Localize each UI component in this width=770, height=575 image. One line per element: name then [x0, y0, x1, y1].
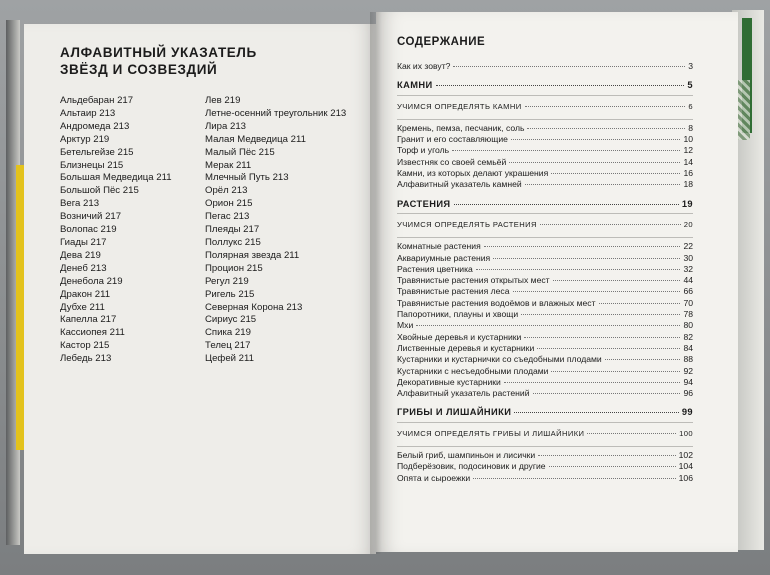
toc-separator	[397, 446, 693, 447]
toc-leader-dots	[549, 466, 676, 467]
index-entry: Денебола 219	[60, 275, 123, 287]
index-entry: Регул 219	[205, 275, 249, 287]
toc-leader-dots	[524, 337, 680, 338]
toc-leader-dots	[540, 224, 681, 225]
toc-entry	[397, 298, 693, 309]
index-entry: Дубхе 211	[60, 301, 105, 313]
toc-leader-dots	[484, 246, 681, 247]
index-entry: Волопас 219	[60, 224, 117, 236]
toc-page-number: 100	[679, 428, 693, 438]
index-entry: Цефей 211	[205, 353, 254, 365]
index-entry: Дракон 211	[60, 288, 111, 300]
toc-leader-dots	[511, 139, 681, 140]
toc-entry	[397, 61, 693, 72]
index-entry: Спика 219	[205, 327, 251, 339]
index-entry: Полярная звезда 211	[205, 249, 300, 261]
toc-entry	[397, 354, 693, 365]
index-column-1	[60, 95, 172, 366]
toc-entry-title: Кустарники с несъедобными плодами	[397, 365, 549, 376]
toc-leader-dots	[473, 478, 675, 479]
toc-entry	[397, 461, 693, 472]
toc-separator	[397, 95, 693, 96]
toc-page-number: 12	[683, 145, 693, 156]
toc-entry-title: Травянистые растения открытых мест	[397, 275, 550, 286]
toc-entry-title: Гранит и его составляющие	[397, 134, 508, 145]
index-entry: Близнецы 215	[60, 159, 124, 171]
toc-subheading	[397, 220, 693, 231]
toc-entries	[397, 61, 693, 484]
toc-entry-title: Алфавитный указатель растений	[397, 388, 530, 399]
index-entry: Капелла 217	[60, 314, 117, 326]
index-entry: Дева 219	[60, 249, 101, 261]
index-entry: Вега 213	[60, 198, 100, 210]
toc-leader-dots	[533, 393, 681, 394]
toc-entry	[397, 134, 693, 145]
toc-entry	[397, 264, 693, 275]
toc-entry	[397, 309, 693, 320]
toc-entry	[397, 343, 693, 354]
toc-separator	[397, 422, 693, 423]
toc-subheading	[397, 429, 693, 440]
index-entry: Денеб 213	[60, 262, 107, 274]
toc-entry	[397, 377, 693, 388]
index-column-2	[205, 95, 346, 366]
toc-page-number: 16	[683, 168, 693, 179]
toc-page-number: 6	[688, 101, 693, 111]
index-entry: Альтаир 213	[60, 107, 116, 119]
toc-page-number: 32	[683, 263, 693, 274]
toc-entry-title: УЧИМСЯ ОПРЕДЕЛЯТЬ РАСТЕНИЯ	[397, 219, 537, 229]
index-entry: Возничий 217	[60, 211, 122, 223]
index-entry: Бетельгейзе 215	[60, 146, 134, 158]
toc-leader-dots	[504, 382, 681, 383]
toc-page-number: 20	[683, 219, 693, 229]
index-entry: Малая Медведица 211	[205, 133, 306, 145]
toc-entry	[397, 168, 693, 179]
toc-page-number: 80	[683, 320, 693, 331]
toc-page-number: 99	[681, 407, 693, 418]
toc-entry-title: Аквариумные растения	[397, 252, 491, 263]
toc-page-number: 78	[683, 309, 693, 320]
toc-entry-title: Кустарники и кустарнички со съедобными плодами	[397, 354, 602, 365]
index-title	[60, 44, 257, 78]
toc-page-number: 5	[687, 80, 693, 91]
toc-entry	[397, 332, 693, 343]
toc-separator	[397, 119, 693, 120]
index-entry: Орёл 213	[205, 185, 248, 197]
toc-leader-dots	[599, 303, 681, 304]
index-entry: Альдебаран 217	[60, 95, 134, 106]
book-spine-shadow	[370, 12, 382, 554]
toc-entry	[397, 286, 693, 297]
toc-separator	[397, 213, 693, 214]
toc-entry-title: Хвойные деревья и кустарники	[397, 331, 522, 342]
index-entry: Арктур 219	[60, 133, 110, 145]
toc-leader-dots	[513, 291, 681, 292]
toc-page-number: 104	[678, 461, 693, 472]
toc-page-number: 8	[688, 122, 693, 133]
toc-entry-title: РАСТЕНИЯ	[397, 198, 451, 209]
toc-entry-title: Алфавитный указатель камней	[397, 179, 522, 190]
toc-entry	[397, 179, 693, 190]
toc-page-number: 70	[683, 297, 693, 308]
toc-section	[397, 199, 693, 210]
index-entry: Гиады 217	[60, 236, 107, 248]
toc-page-number: 106	[678, 472, 693, 483]
index-entry: Лира 213	[205, 120, 246, 132]
toc-leader-dots	[537, 348, 680, 349]
index-entry: Телец 217	[205, 340, 251, 352]
toc-entry-title: Подберёзовик, подосиновик и другие	[397, 461, 546, 472]
toc-entry-title: Торф и уголь	[397, 145, 450, 156]
toc-leader-dots	[416, 325, 680, 326]
index-entry: Плеяды 217	[205, 224, 260, 236]
toc-entry-title: Лиственные деревья и кустарники	[397, 342, 535, 353]
toc-entry-title: Травянистые растения водоёмов и влажных мест	[397, 297, 596, 308]
index-entry: Процион 215	[205, 262, 263, 274]
toc-entry	[397, 366, 693, 377]
toc-leader-dots	[452, 150, 680, 151]
toc-leader-dots	[525, 106, 686, 107]
toc-entry-title: Опята и сыроежки	[397, 472, 471, 483]
toc-page-number: 3	[688, 61, 693, 71]
toc-entry-title: Как их зовут?	[397, 61, 451, 71]
index-title-line-2: ЗВЁЗД И СОЗВЕЗДИЙ	[60, 62, 218, 77]
toc-title: СОДЕРЖАНИЕ	[397, 36, 486, 48]
toc-leader-dots	[453, 66, 685, 67]
index-entry: Ригель 215	[205, 288, 255, 300]
toc-page-number: 19	[681, 198, 693, 209]
index-entry: Северная Корона 213	[205, 301, 303, 313]
toc-entry-title: Мхи	[397, 320, 414, 331]
toc-leader-dots	[476, 269, 681, 270]
toc-separator	[397, 237, 693, 238]
toc-entry-title: Папоротники, плауны и хвощи	[397, 309, 519, 320]
toc-page-number: 30	[683, 252, 693, 263]
toc-leader-dots	[493, 258, 680, 259]
index-title-line-1: АЛФАВИТНЫЙ УКАЗАТЕЛЬ	[60, 45, 257, 60]
index-entry: Кассиопея 211	[60, 327, 125, 339]
toc-page-number: 92	[683, 365, 693, 376]
toc-entry-title: Белый гриб, шампиньон и лисички	[397, 450, 536, 461]
toc-entry-title: Травянистые растения леса	[397, 286, 510, 297]
toc-leader-dots	[605, 359, 681, 360]
index-entry: Кастор 215	[60, 340, 110, 352]
toc-entry-title: Декоративные кустарники	[397, 376, 501, 387]
toc-leader-dots	[525, 184, 681, 185]
toc-leader-dots	[436, 85, 685, 86]
toc-page-number: 10	[683, 134, 693, 145]
toc-entry-title: Кремень, пемза, песчаник, соль	[397, 122, 525, 133]
cover-yellow-strip	[16, 165, 24, 450]
toc-page-number: 96	[683, 388, 693, 399]
toc-entry	[397, 275, 693, 286]
index-entry: Большой Пёс 215	[60, 185, 139, 197]
index-entry: Сириус 215	[205, 314, 257, 326]
toc-entry	[397, 473, 693, 484]
toc-entry	[397, 388, 693, 399]
toc-entry	[397, 145, 693, 156]
toc-entry	[397, 241, 693, 252]
index-entry: Летне-осенний треугольник 213	[205, 107, 347, 119]
toc-section	[397, 80, 693, 91]
index-entry: Мерак 211	[205, 159, 252, 171]
toc-entry-title: УЧИМСЯ ОПРЕДЕЛЯТЬ КАМНИ	[397, 101, 522, 111]
toc-subheading	[397, 102, 693, 113]
index-entry: Млечный Путь 213	[205, 172, 289, 184]
toc-page-number: 94	[683, 376, 693, 387]
toc-entry	[397, 450, 693, 461]
toc-page-number: 66	[683, 286, 693, 297]
toc-entry-title: ГРИБЫ И ЛИШАЙНИКИ	[397, 407, 512, 418]
toc-leader-dots	[454, 204, 679, 205]
toc-entry-title: Камни, из которых делают украшения	[397, 168, 549, 179]
toc-entry-title: УЧИМСЯ ОПРЕДЕЛЯТЬ ГРИБЫ И ЛИШАЙНИКИ	[397, 428, 585, 438]
toc-entry-title: Растения цветника	[397, 263, 473, 274]
toc-leader-dots	[514, 412, 679, 413]
toc-leader-dots	[587, 433, 676, 434]
index-entry: Большая Медведица 211	[60, 172, 172, 184]
index-entry: Пегас 213	[205, 211, 250, 223]
toc-leader-dots	[551, 173, 680, 174]
index-entry: Андромеда 213	[60, 120, 130, 132]
toc-leader-dots	[553, 280, 681, 281]
toc-page-number: 22	[683, 241, 693, 252]
index-entry: Малый Пёс 215	[205, 146, 275, 158]
toc-page-number: 82	[683, 331, 693, 342]
toc-page-number: 44	[683, 275, 693, 286]
toc-section	[397, 407, 693, 418]
toc-entry-title: Комнатные растения	[397, 241, 481, 252]
toc-page-number: 18	[683, 179, 693, 190]
toc-entry-title: Известняк со своей семьёй	[397, 156, 507, 167]
index-entry: Лебедь 213	[60, 353, 112, 365]
index-entry: Орион 215	[205, 198, 253, 210]
toc-leader-dots	[509, 162, 680, 163]
toc-page-number: 14	[683, 156, 693, 167]
toc-entry	[397, 320, 693, 331]
toc-page-number: 102	[678, 450, 693, 461]
toc-entry-title: КАМНИ	[397, 80, 433, 91]
toc-leader-dots	[527, 128, 685, 129]
toc-page-number: 84	[683, 342, 693, 353]
index-entry: Поллукс 215	[205, 236, 261, 248]
toc-entry	[397, 157, 693, 168]
toc-leader-dots	[538, 455, 675, 456]
toc-entry	[397, 123, 693, 134]
toc-page-number: 88	[683, 354, 693, 365]
toc-leader-dots	[521, 314, 680, 315]
table-of-contents	[397, 36, 693, 484]
index-entry: Лев 219	[205, 95, 241, 106]
toc-entry	[397, 253, 693, 264]
toc-leader-dots	[551, 371, 680, 372]
